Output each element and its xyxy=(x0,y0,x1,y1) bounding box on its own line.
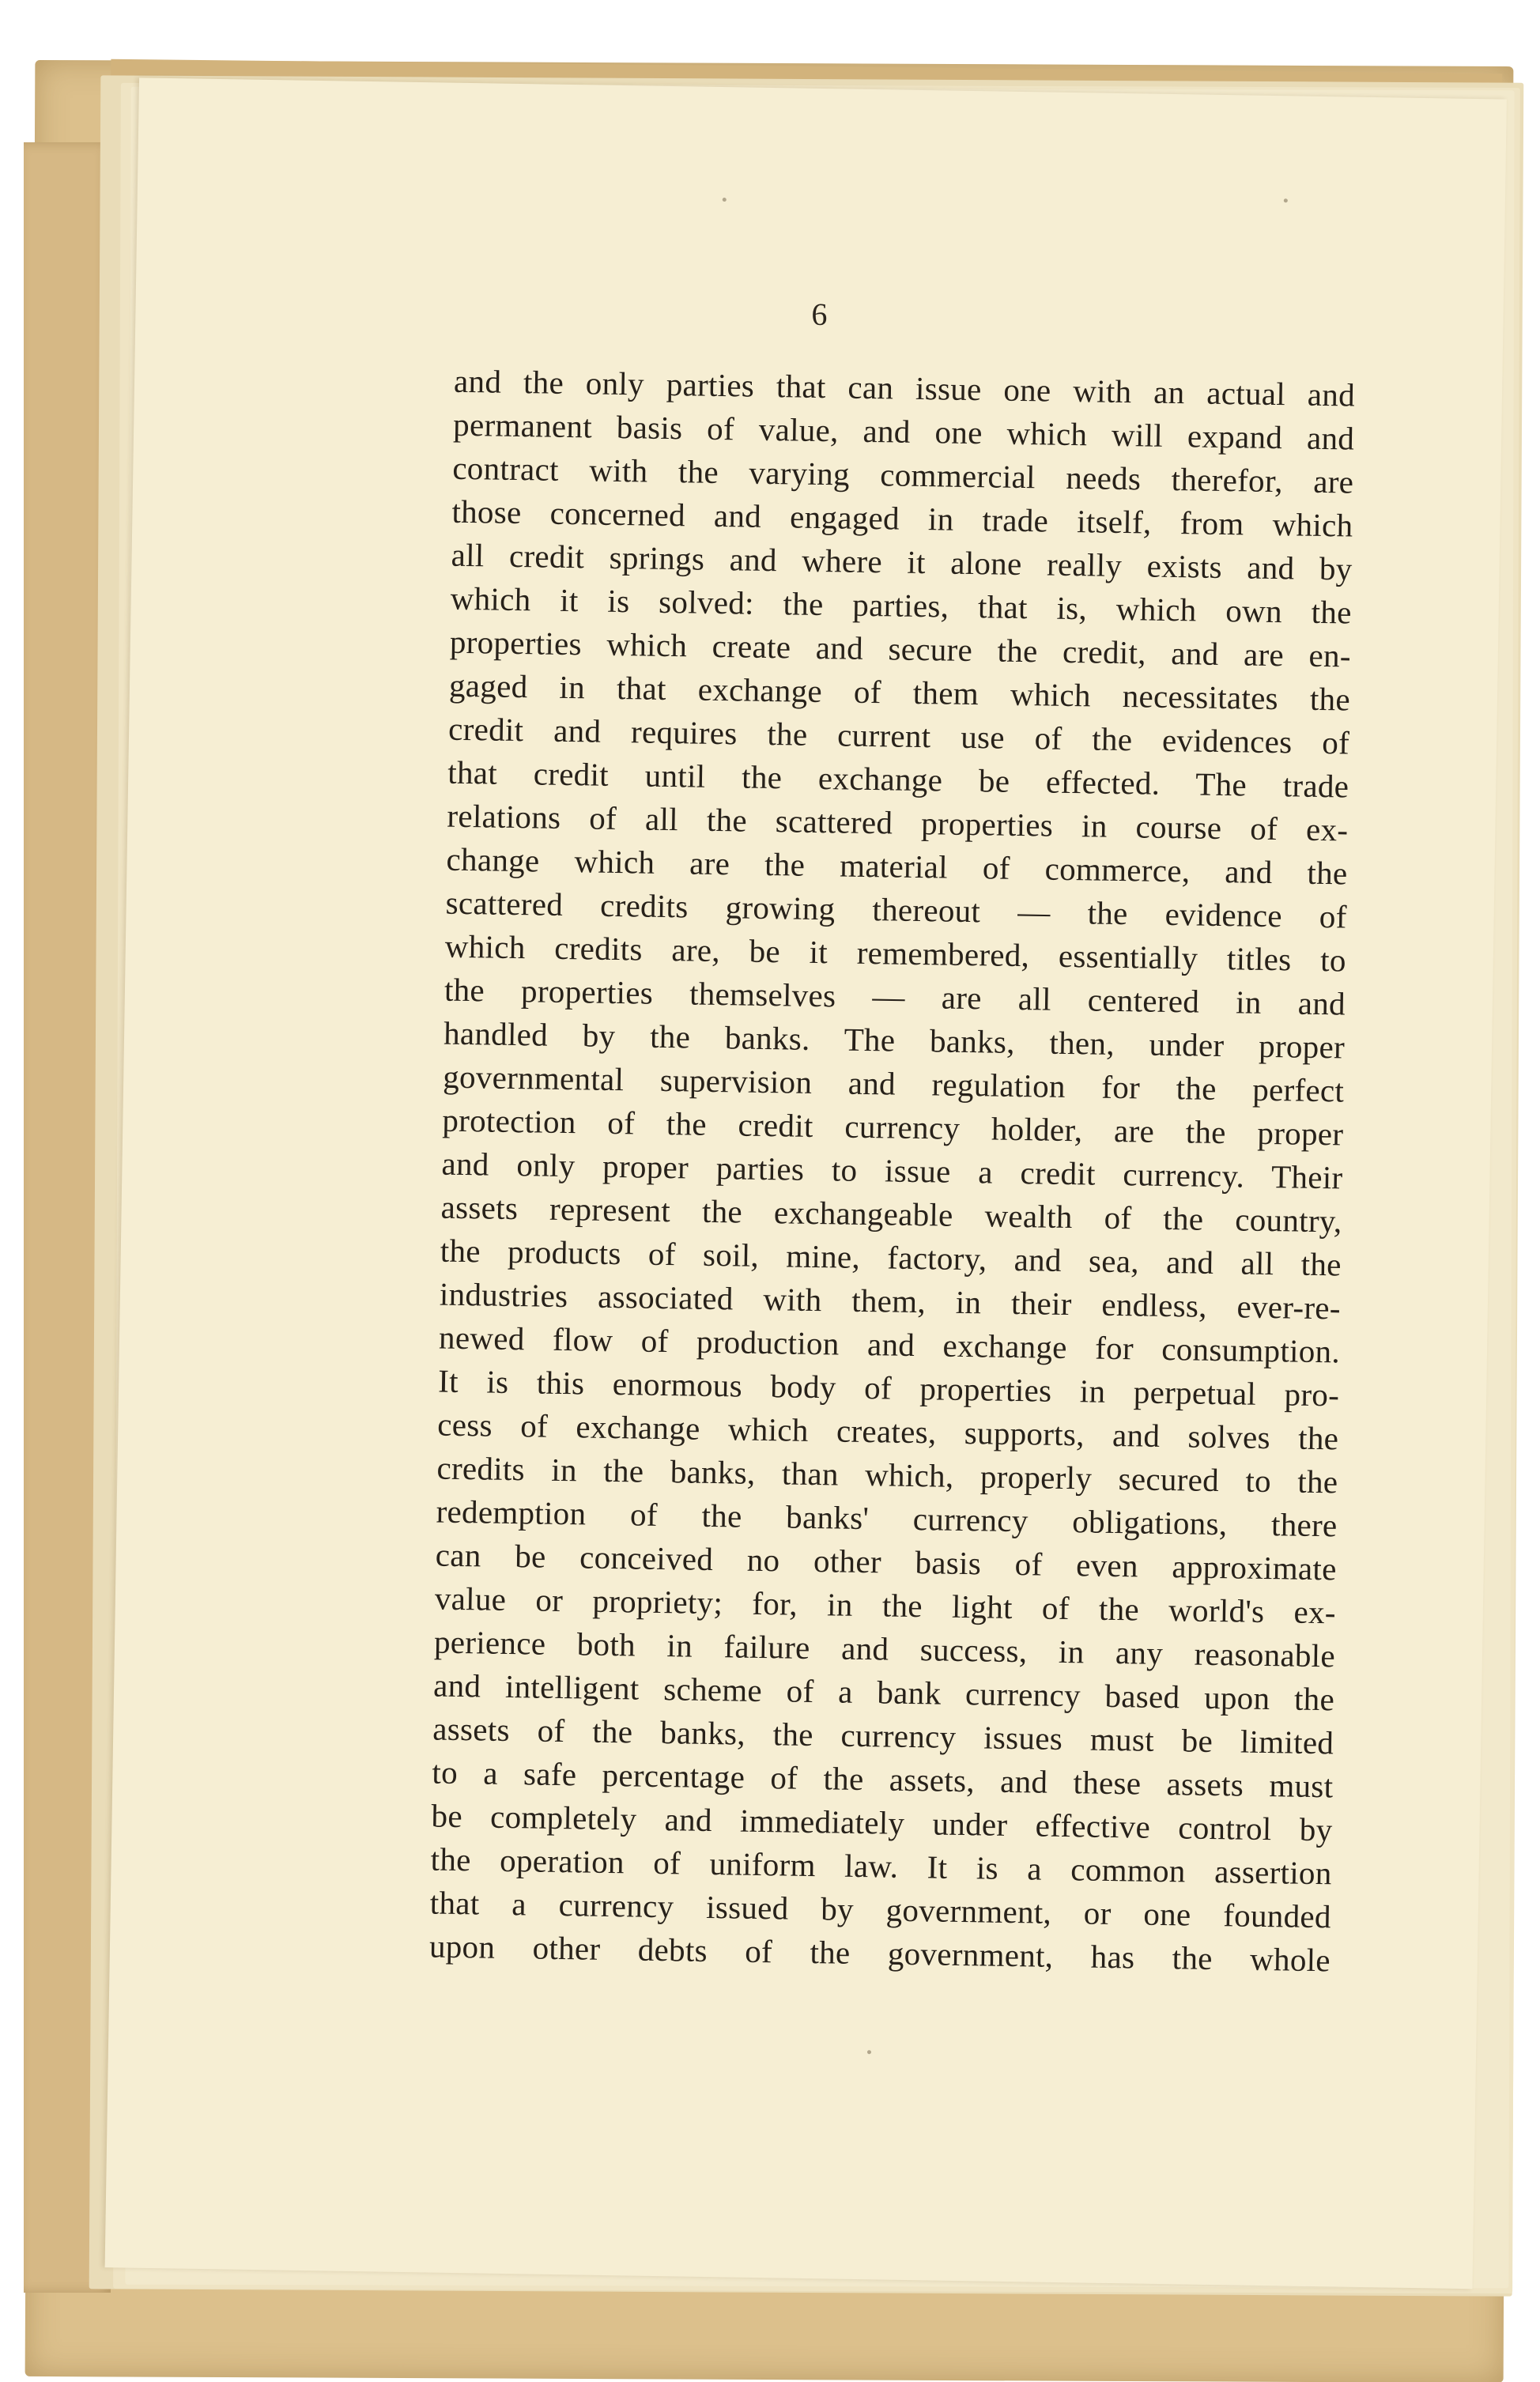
text-line: be completely and immediately under effective control by xyxy=(431,1797,1333,1848)
text-line: and intelligent scheme of a bank currency based upon the xyxy=(432,1667,1335,1718)
text-line: perience both in failure and success, in any reasonable xyxy=(433,1623,1336,1674)
printed-page xyxy=(105,77,1507,2289)
text-line: redemption of the banks' currency obligations, there xyxy=(436,1493,1338,1544)
text-line: value or propriety; for, in the light of the world's ex- xyxy=(434,1580,1337,1631)
text-line: governmental supervision and regulation for the perfect xyxy=(442,1058,1345,1109)
paper-speck xyxy=(723,198,727,202)
text-line: that credit until the exchange be effected. The trade xyxy=(447,753,1349,805)
text-line: credits in the banks, than which, properly secured to the xyxy=(436,1449,1338,1501)
text-line: relations of all the scattered properties in course of ex- xyxy=(447,797,1349,848)
text-line: contract with the varying commercial needs therefor, are xyxy=(452,449,1354,500)
paper-speck xyxy=(1284,198,1288,202)
text-line: scattered credits growing thereout — the evidence of xyxy=(445,884,1347,935)
text-line: all credit springs and where it alone really exists and by xyxy=(451,536,1353,587)
paper-speck xyxy=(867,2050,871,2054)
text-line: handled by the banks. The banks, then, under proper xyxy=(443,1014,1346,1066)
text-line: the products of soil, mine, factory, and sea, and all the xyxy=(440,1232,1342,1283)
text-line: upon other debts of the government, has the whole xyxy=(428,1927,1331,1979)
text-line: that a currency issued by government, or one founded xyxy=(429,1884,1332,1935)
text-line: protection of the credit currency holder, are the proper xyxy=(442,1101,1344,1153)
text-line: and the only parties that can issue one with an actual and xyxy=(453,362,1356,413)
text-line: which credits are, be it remembered, essentially titles to xyxy=(444,927,1347,979)
text-line: permanent basis of value, and one which will expand and xyxy=(452,406,1355,457)
text-line: assets of the banks, the currency issues must be limited xyxy=(432,1710,1334,1761)
text-line: which it is solved: the parties, that is, which own the xyxy=(450,579,1353,631)
text-line: those concerned and engaged in trade itself, from which xyxy=(451,493,1353,544)
text-line: can be conceived no other basis of even approximate xyxy=(435,1536,1338,1587)
text-line: properties which create and secure the credit, and are en- xyxy=(449,623,1352,674)
text-line: industries associated with them, in their endless, ever-re- xyxy=(439,1275,1342,1327)
text-line: change which are the material of commerce, and the xyxy=(446,840,1348,892)
page-number: 6 xyxy=(811,296,828,333)
text-line: assets represent the exchangeable wealth of the country, xyxy=(440,1188,1342,1240)
text-line: to a safe percentage of the assets, and these assets must xyxy=(432,1753,1334,1805)
text-line: cess of exchange which creates, supports, and solves the xyxy=(437,1406,1339,1457)
text-line: credit and requires the current use of the evidences of xyxy=(447,710,1350,761)
text-line: gaged in that exchange of them which necessitates the xyxy=(448,666,1351,718)
text-line: the operation of uniform law. It is a common assertion xyxy=(430,1840,1332,1892)
text-line: It is this enormous body of properties in perpetual pro- xyxy=(437,1362,1340,1414)
text-line: and only proper parties to issue a credit currency. Their xyxy=(441,1145,1343,1196)
text-line: newed flow of production and exchange for consumption. xyxy=(438,1319,1341,1370)
text-line: the properties themselves — are all centered in and xyxy=(444,971,1346,1022)
body-text xyxy=(429,360,1356,1983)
